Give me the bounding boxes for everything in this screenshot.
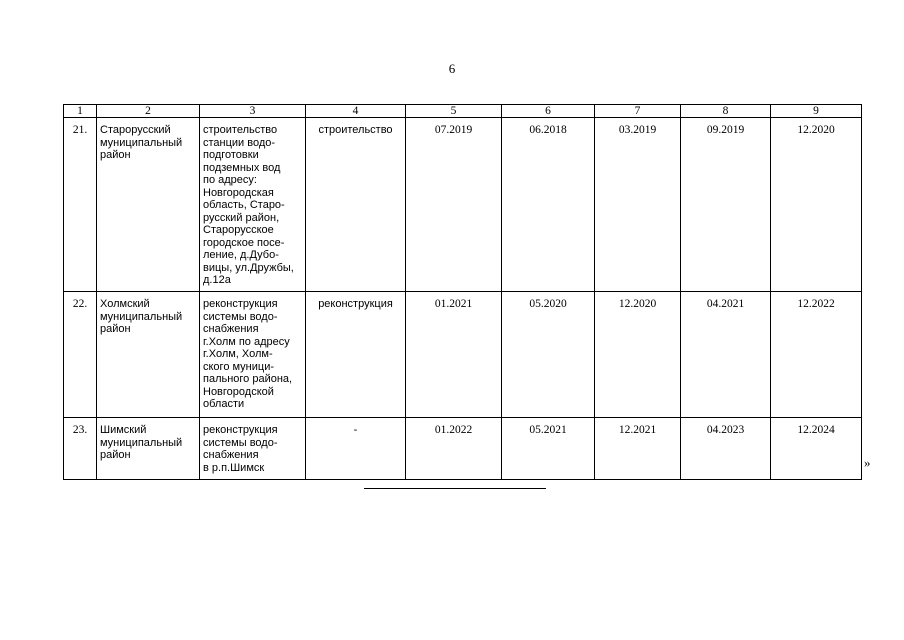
date-col-6: 05.2021 (502, 418, 595, 480)
header-row (64, 105, 862, 118)
object-description-line: городское посе- (203, 236, 285, 249)
header-col-5: 5 (406, 105, 502, 118)
work-type: строительство (306, 118, 406, 292)
object-description-line: вицы, ул.Дружбы, (203, 261, 294, 274)
date-col-5: 07.2019 (406, 118, 502, 292)
header-col-9: 9 (771, 105, 862, 118)
object-description-line: г.Холм по адресу (203, 335, 290, 348)
object-description-line: снабжения (203, 449, 259, 461)
object-description-line: область, Старо- (203, 199, 285, 211)
object-description-line: строительство (203, 124, 278, 136)
date-col-5: 01.2021 (406, 292, 502, 418)
table-row (64, 418, 862, 480)
object-description-line: Новгородской (203, 385, 274, 398)
footer-rule (364, 488, 546, 489)
object-description-line: реконструкция (203, 424, 278, 436)
header-col-1: 1 (64, 105, 97, 118)
object-description-line: реконструкция (203, 298, 278, 310)
object-description-line: подготовки (203, 149, 259, 161)
district-name-line: муниципальный (100, 310, 183, 323)
date-col-7: 12.2020 (595, 292, 681, 418)
object-description-line: ского муници- (203, 360, 275, 373)
district-name-line: Старорусский (100, 124, 171, 136)
object-description-line: системы водо- (203, 436, 278, 449)
object-description (200, 118, 306, 292)
object-description-line: Новгородская (203, 186, 274, 199)
district-name-line: район (100, 323, 131, 335)
row-number: 21. (64, 118, 97, 292)
district-name-line: район (100, 449, 131, 461)
object-description-line: снабжения (203, 323, 259, 335)
district-name-line: муниципальный (100, 136, 183, 149)
object-description (200, 292, 306, 418)
date-col-8: 09.2019 (681, 118, 771, 292)
district-name (97, 418, 200, 480)
header-col-7: 7 (595, 105, 681, 118)
object-description (200, 418, 306, 480)
header-col-3: 3 (200, 105, 306, 118)
date-col-7: 12.2021 (595, 418, 681, 480)
object-description-line: по адресу: (203, 174, 257, 186)
object-description-line: д.12а (203, 274, 231, 286)
district-name (97, 292, 200, 418)
closing-quote: » (864, 455, 871, 470)
header-col-8: 8 (681, 105, 771, 118)
header-col-2: 2 (97, 105, 200, 118)
district-name (97, 118, 200, 292)
object-description-line: подземных вод (203, 161, 281, 174)
district-name-line: муниципальный (100, 436, 183, 449)
date-col-6: 06.2018 (502, 118, 595, 292)
date-col-8: 04.2021 (681, 292, 771, 418)
row-number: 23. (64, 418, 97, 480)
date-col-9: 12.2024 (771, 418, 862, 480)
date-col-6: 05.2020 (502, 292, 595, 418)
date-col-8: 04.2023 (681, 418, 771, 480)
district-name-line: район (100, 149, 131, 161)
schedule-table (63, 104, 862, 480)
object-description-line: г.Холм, Холм- (203, 348, 273, 360)
object-description-line: Старорусское (203, 224, 274, 236)
object-description-line: русский район, (203, 211, 280, 224)
date-col-9: 12.2022 (771, 292, 862, 418)
object-description-line: ление, д.Дубо- (203, 249, 279, 261)
district-name-line: Шимский (100, 424, 147, 436)
object-description-line: системы водо- (203, 310, 278, 323)
object-description-line: области (203, 398, 245, 410)
date-col-9: 12.2020 (771, 118, 862, 292)
table-row (64, 292, 862, 418)
work-type: реконструкция (306, 292, 406, 418)
header-col-4: 4 (306, 105, 406, 118)
table-body (64, 118, 862, 480)
header-col-6: 6 (502, 105, 595, 118)
district-name-line: Холмский (100, 298, 150, 310)
page-number: 6 (448, 61, 456, 76)
table-row (64, 118, 862, 292)
date-col-5: 01.2022 (406, 418, 502, 480)
row-number: 22. (64, 292, 97, 418)
date-col-7: 03.2019 (595, 118, 681, 292)
object-description-line: пального района, (203, 373, 293, 385)
work-type: - (306, 418, 406, 480)
object-description-line: станции водо- (203, 136, 276, 149)
object-description-line: в р.п.Шимск (203, 461, 265, 474)
